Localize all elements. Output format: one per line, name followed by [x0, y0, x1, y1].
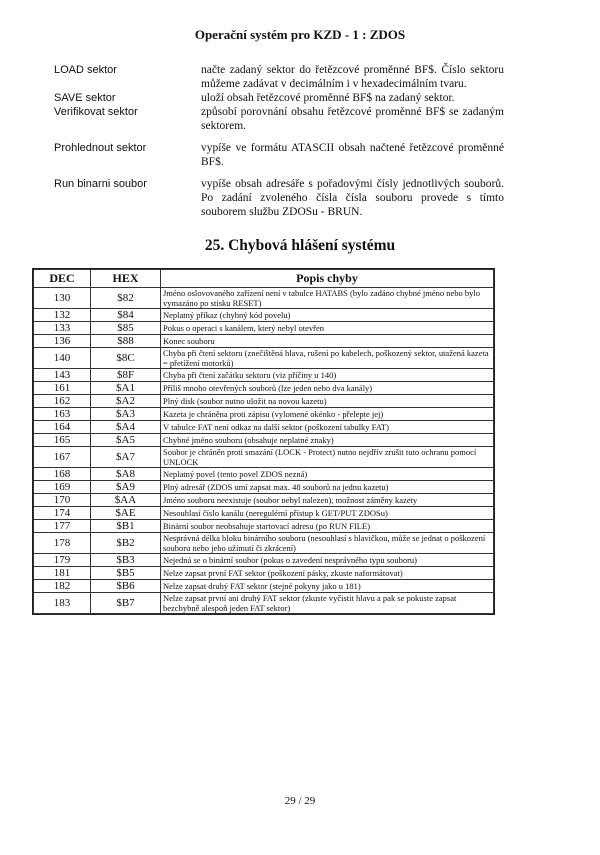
cell-dec: 136 — [34, 335, 91, 348]
table-row — [34, 421, 494, 434]
cell-description: Nelze zapsat druhý FAT sektor (stejné pokyny jako u 181) — [161, 580, 494, 593]
cell-description: Jméno souboru neexistuje (soubor nebyl nalezen), možnost záměny kazety — [161, 494, 494, 507]
cell-description: Plný adresář (ZDOS umí zapsat max. 48 souborů na jednu kazetu) — [161, 481, 494, 494]
cell-dec: 130 — [34, 288, 91, 309]
definition-item — [54, 141, 504, 169]
cell-hex: $B5 — [91, 567, 161, 580]
cell-hex: $8F — [91, 369, 161, 382]
definition-term: LOAD sektor — [54, 64, 117, 76]
table-row — [34, 481, 494, 494]
cell-description: Příliš mnoho otevřených souborů (lze jeden nebo dva kanály) — [161, 382, 494, 395]
cell-dec: 181 — [34, 567, 91, 580]
cell-dec: 140 — [34, 348, 91, 369]
table-row — [34, 434, 494, 447]
header-description: Popis chyby — [161, 270, 494, 288]
table-row — [34, 468, 494, 481]
cell-description: Nelze zapsat první ani druhý FAT sektor (zkuste vyčistit hlavu a pak se pokuste zapsat bezchybně alespoň jeden FAT sektor) — [161, 593, 494, 614]
cell-hex: $A1 — [91, 382, 161, 395]
cell-description: Chyba při čtení sektoru (znečištěná hlava, rušení po kabelech, poškozený sektor, utažená kazeta = přetížení motorků) — [161, 348, 494, 369]
cell-description: Jméno oslovovaného zařízení není v tabulce HATABS (bylo zadáno chybné jméno nebo bylo vymazáno po stisku RESET) — [161, 288, 494, 309]
cell-dec: 177 — [34, 520, 91, 533]
cell-hex: $A3 — [91, 408, 161, 421]
definition-term: SAVE sektor — [54, 92, 116, 104]
cell-dec: 132 — [34, 309, 91, 322]
cell-dec: 170 — [34, 494, 91, 507]
table-row — [34, 567, 494, 580]
definition-item — [54, 91, 504, 105]
table-row — [34, 288, 494, 309]
cell-hex: $B6 — [91, 580, 161, 593]
cell-description: Konec souboru — [161, 335, 494, 348]
cell-hex: $A5 — [91, 434, 161, 447]
cell-description: Nelze zapsat první FAT sektor (poškození pásky, zkuste naformátovat) — [161, 567, 494, 580]
cell-hex: $A7 — [91, 447, 161, 468]
cell-dec: 169 — [34, 481, 91, 494]
error-table — [33, 269, 494, 614]
cell-description: Binární soubor neobsahuje startovací adresu (po RUN FILE) — [161, 520, 494, 533]
cell-hex: $A9 — [91, 481, 161, 494]
cell-dec: 168 — [34, 468, 91, 481]
table-row — [34, 507, 494, 520]
cell-dec: 163 — [34, 408, 91, 421]
cell-hex: $AA — [91, 494, 161, 507]
cell-dec: 167 — [34, 447, 91, 468]
cell-description: Neplatný příkaz (chybný kód povelu) — [161, 309, 494, 322]
cell-description: Nejedná se o binární soubor (pokus o zavedení nesprávného typu souboru) — [161, 554, 494, 567]
cell-hex: $A2 — [91, 395, 161, 408]
table-row — [34, 322, 494, 335]
cell-description: Nesouhlasí číslo kanálu (neregulérní přístup k GET/PUT ZDOSu) — [161, 507, 494, 520]
table-row — [34, 382, 494, 395]
cell-dec: 183 — [34, 593, 91, 614]
cell-dec: 174 — [34, 507, 91, 520]
table-row — [34, 580, 494, 593]
cell-description: V tabulce FAT není odkaz na další sektor (poškození tabulky FAT) — [161, 421, 494, 434]
cell-hex: $8C — [91, 348, 161, 369]
section-title: 25. Chybová hlášení systému — [204, 237, 396, 254]
definition-description: uloží obsah řetězcové proměnné BF$ na zadaný sektor. — [201, 92, 455, 104]
cell-hex: $A8 — [91, 468, 161, 481]
table-row — [34, 447, 494, 468]
cell-hex: $85 — [91, 322, 161, 335]
cell-dec: 162 — [34, 395, 91, 408]
table-row — [34, 554, 494, 567]
definition-list — [54, 63, 504, 219]
cell-hex: $B3 — [91, 554, 161, 567]
cell-description: Soubor je chráněn proti smazání (LOCK - Protect) nutno nejdřív zrušit tuto ochranu pomocí UNLOCK — [161, 447, 494, 468]
cell-hex: $82 — [91, 288, 161, 309]
definition-description: načte zadaný sektor do řetězcové proměnné BF$. Číslo sektoru můžeme zadávat v decimálním i v hexadecimálním tvaru. — [201, 64, 504, 90]
definition-description: vypíše obsah adresáře s pořadovými čísly jednotlivých souborů. Po zadání zvoleného čísla čísla souboru provede s tímto souborem službu ZDOSu - BRUN. — [201, 178, 504, 218]
table-row — [34, 309, 494, 322]
cell-dec: 161 — [34, 382, 91, 395]
table-row — [34, 369, 494, 382]
page-number: 29 / 29 — [284, 795, 316, 807]
cell-description: Kazeta je chráněna proti zápisu (vylomené okénko - přelepte jej) — [161, 408, 494, 421]
table-row — [34, 494, 494, 507]
cell-hex: $84 — [91, 309, 161, 322]
cell-description: Plný disk (soubor nutno uložit na novou kazetu) — [161, 395, 494, 408]
table-row — [34, 533, 494, 554]
cell-description: Neplatný povel (tento povel ZDOS nezná) — [161, 468, 494, 481]
cell-description: Pokus o operaci s kanálem, který nebyl otevřen — [161, 322, 494, 335]
definition-term: Verifikovat sektor — [54, 106, 138, 118]
header-hex: HEX — [91, 270, 161, 288]
table-row — [34, 408, 494, 421]
cell-dec: 165 — [34, 434, 91, 447]
definition-item — [54, 105, 504, 133]
definition-term: Prohlednout sektor — [54, 142, 147, 154]
cell-hex: $B2 — [91, 533, 161, 554]
cell-description: Chyba při čtení začátku sektoru (viz příčiny u 140) — [161, 369, 494, 382]
definition-description: způsobí porovnání obsahu řetězcové proměnné BF$ se zadaným sektorem. — [201, 106, 504, 132]
table-header-row — [34, 270, 494, 288]
definition-item — [54, 63, 504, 91]
definition-item — [54, 177, 504, 219]
cell-hex: $B7 — [91, 593, 161, 614]
table-row — [34, 335, 494, 348]
cell-hex: $A4 — [91, 421, 161, 434]
header-dec: DEC — [34, 270, 91, 288]
cell-dec: 143 — [34, 369, 91, 382]
cell-description: Chybné jméno souboru (obsahuje neplatné znaky) — [161, 434, 494, 447]
cell-dec: 178 — [34, 533, 91, 554]
cell-dec: 164 — [34, 421, 91, 434]
cell-dec: 182 — [34, 580, 91, 593]
page-header: Operační systém pro KZD - 1 : ZDOS — [194, 27, 406, 42]
table-row — [34, 593, 494, 614]
cell-dec: 133 — [34, 322, 91, 335]
cell-hex: $B1 — [91, 520, 161, 533]
table-row — [34, 395, 494, 408]
definition-description: vypíše ve formátu ATASCII obsah načtené řetězcové proměnné BF$. — [201, 142, 504, 168]
cell-description: Nesprávná délka bloku binárního souboru (nesouhlasí s hlavičkou, může se jednat o poškození souboru nebo jeho užímutí či zkrácení) — [161, 533, 494, 554]
error-table-frame — [32, 268, 495, 615]
table-row — [34, 520, 494, 533]
definition-term: Run binarni soubor — [54, 178, 147, 190]
cell-hex: $88 — [91, 335, 161, 348]
cell-dec: 179 — [34, 554, 91, 567]
table-row — [34, 348, 494, 369]
cell-hex: $AE — [91, 507, 161, 520]
